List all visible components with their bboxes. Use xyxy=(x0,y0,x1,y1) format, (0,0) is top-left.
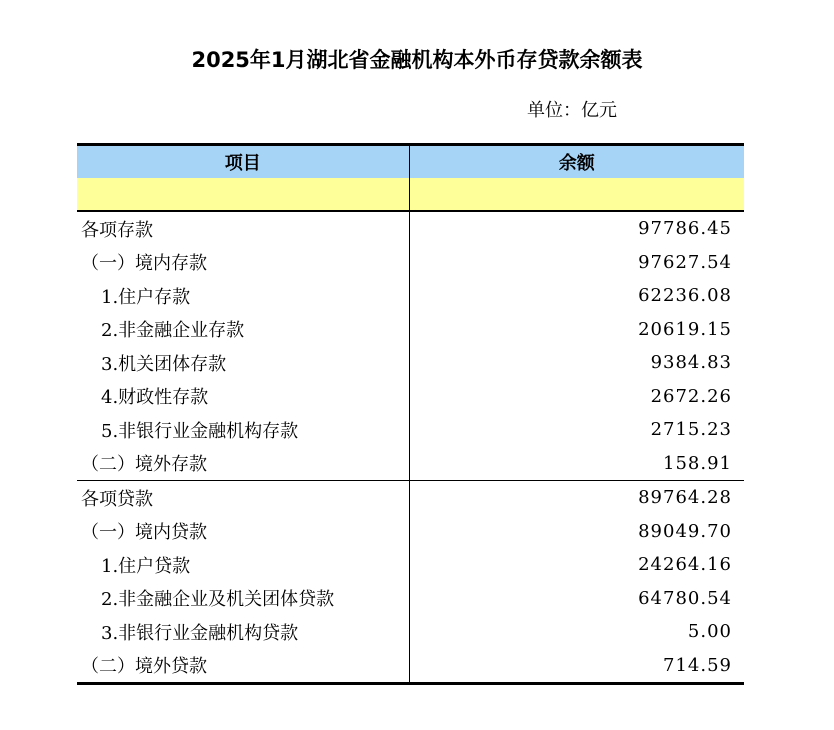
blank-cell xyxy=(409,178,744,211)
row-label: 1.住户贷款 xyxy=(77,548,409,582)
row-value: 89764.28 xyxy=(638,487,732,509)
row-label: （一）境内贷款 xyxy=(77,515,409,549)
table-row xyxy=(77,548,744,582)
header-balance: 余额 xyxy=(409,145,744,179)
row-label: 各项贷款 xyxy=(77,481,409,515)
row-label: 1.住户存款 xyxy=(77,279,409,313)
header-item: 项目 xyxy=(77,145,409,179)
unit-label: 单位：亿元 xyxy=(527,100,617,121)
table-row xyxy=(77,313,744,347)
row-label: 5.非银行业金融机构存款 xyxy=(77,413,409,447)
row-value: 97786.45 xyxy=(638,218,732,240)
row-value: 714.59 xyxy=(409,649,744,684)
row-value: 62236.08 xyxy=(638,285,732,307)
table-row xyxy=(77,346,744,380)
page-title: 2025年1月湖北省金融机构本外币存贷款余额表 xyxy=(191,48,643,72)
balance-table xyxy=(77,143,744,685)
table-row xyxy=(77,246,744,280)
table-row xyxy=(77,447,744,481)
table-row xyxy=(77,380,744,414)
row-label: （一）境内存款 xyxy=(77,246,409,280)
row-label: 3.机关团体存款 xyxy=(77,346,409,380)
row-label: 3.非银行业金融机构贷款 xyxy=(77,615,409,649)
table-row xyxy=(77,413,744,447)
table-row xyxy=(77,279,744,313)
row-value: 5.00 xyxy=(687,621,732,643)
row-value: 2715.23 xyxy=(650,419,732,441)
table-row xyxy=(77,582,744,616)
row-label: （二）境外存款 xyxy=(77,447,409,481)
table-header-row xyxy=(77,145,744,179)
table-row xyxy=(77,211,744,246)
blank-cell xyxy=(77,178,409,211)
table-row xyxy=(77,481,744,515)
row-value: 89049.70 xyxy=(638,520,732,542)
row-label: （二）境外贷款 xyxy=(77,649,409,684)
row-value: 24264.16 xyxy=(638,554,732,576)
row-label: 2.非金融企业及机关团体贷款 xyxy=(77,582,409,616)
row-value: 9384.83 xyxy=(650,352,732,374)
table-row xyxy=(77,515,744,549)
table-body xyxy=(77,211,744,684)
row-label: 2.非金融企业存款 xyxy=(77,313,409,347)
row-label: 4.财政性存款 xyxy=(77,380,409,414)
table-row xyxy=(77,649,744,684)
table-row xyxy=(77,615,744,649)
row-value: 64780.54 xyxy=(638,587,732,609)
row-value: 158.91 xyxy=(409,447,744,481)
row-value: 97627.54 xyxy=(638,251,732,273)
row-label: 各项存款 xyxy=(77,211,409,246)
row-value: 20619.15 xyxy=(638,318,732,340)
table-blank-row xyxy=(77,178,744,211)
row-value: 2672.26 xyxy=(650,385,732,407)
